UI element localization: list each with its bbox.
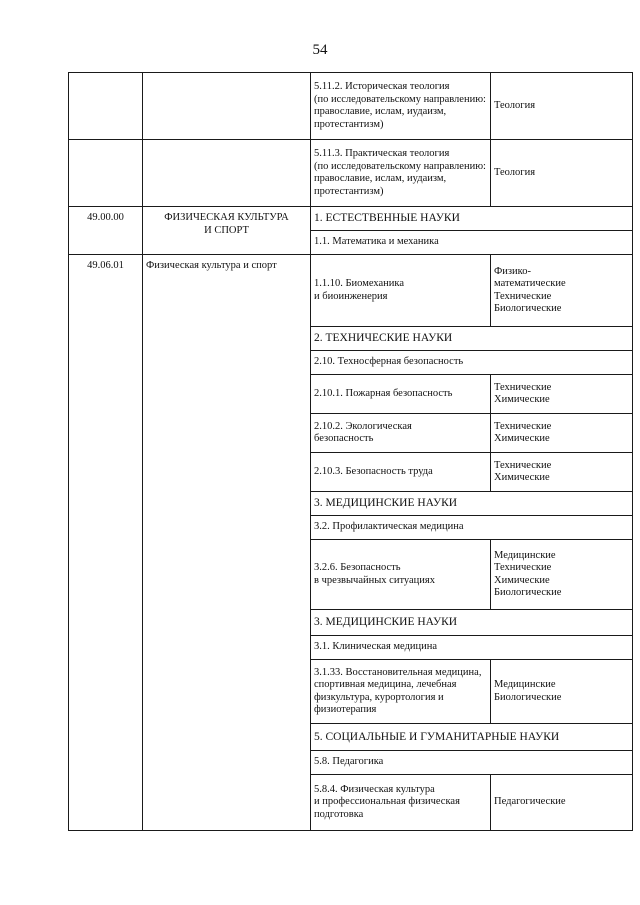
- table-row: [69, 207, 633, 231]
- specialty-cell: 2.10.2. Экологическая безопасность: [311, 414, 491, 453]
- branch-cell: Медицинские Биологические: [491, 660, 633, 724]
- code-cell: [69, 73, 143, 140]
- branch-cell: Теология: [491, 140, 633, 207]
- table-row: [69, 73, 633, 140]
- science-subheading: 3.2. Профилактическая медицина: [311, 516, 633, 540]
- name-cell: [143, 140, 311, 207]
- science-heading: 5. СОЦИАЛЬНЫЕ И ГУМАНИТАРНЫЕ НАУКИ: [311, 724, 633, 751]
- name-cell: [143, 73, 311, 140]
- group-name-cell: Физическая культура и спорт: [143, 255, 311, 831]
- science-subheading: 5.8. Педагогика: [311, 751, 633, 775]
- science-subheading: 2.10. Техносферная безопасность: [311, 351, 633, 375]
- code-cell: [69, 140, 143, 207]
- science-subheading: 3.1. Клиническая медицина: [311, 636, 633, 660]
- specialty-cell: 3.1.33. Восстановительная медицина, спортивная медицина, лечебная физкультура, курортология и физиотерапия: [311, 660, 491, 724]
- branch-cell: Технические Химические: [491, 453, 633, 492]
- group-name-cell: ФИЗИЧЕСКАЯ КУЛЬТУРА И СПОРТ: [143, 207, 311, 255]
- table-row: [69, 255, 633, 327]
- branch-cell: Медицинские Технические Химические Биологические: [491, 540, 633, 610]
- science-heading: 3. МЕДИЦИНСКИЕ НАУКИ: [311, 492, 633, 516]
- specialty-cell: 5.11.2. Историческая теология (по исследовательскому направлению: православие, ислам, иудаизм, протестантизм): [311, 73, 491, 140]
- specialties-table: [68, 72, 633, 831]
- branch-cell: Технические Химические: [491, 414, 633, 453]
- specialty-cell: 2.10.1. Пожарная безопасность: [311, 375, 491, 414]
- branch-cell: Физико- математические Технические Биологические: [491, 255, 633, 327]
- specialty-cell: 5.8.4. Физическая культура и профессиональная физическая подготовка: [311, 775, 491, 831]
- science-heading: 2. ТЕХНИЧЕСКИЕ НАУКИ: [311, 327, 633, 351]
- science-subheading: 1.1. Математика и механика: [311, 231, 633, 255]
- branch-cell: Теология: [491, 73, 633, 140]
- specialty-cell: 3.2.6. Безопасность в чрезвычайных ситуациях: [311, 540, 491, 610]
- code-cell: 49.00.00: [69, 207, 143, 255]
- specialty-cell: 2.10.3. Безопасность труда: [311, 453, 491, 492]
- branch-cell: Педагогические: [491, 775, 633, 831]
- specialty-cell: 5.11.3. Практическая теология (по исследовательскому направлению: православие, ислам, иудаизм, протестантизм): [311, 140, 491, 207]
- specialty-cell: 1.1.10. Биомеханика и биоинженерия: [311, 255, 491, 327]
- table-row: [69, 140, 633, 207]
- science-heading: 3. МЕДИЦИНСКИЕ НАУКИ: [311, 610, 633, 636]
- science-heading: 1. ЕСТЕСТВЕННЫЕ НАУКИ: [311, 207, 633, 231]
- page-number: 54: [312, 42, 328, 58]
- branch-cell: Технические Химические: [491, 375, 633, 414]
- code-cell: 49.06.01: [69, 255, 143, 831]
